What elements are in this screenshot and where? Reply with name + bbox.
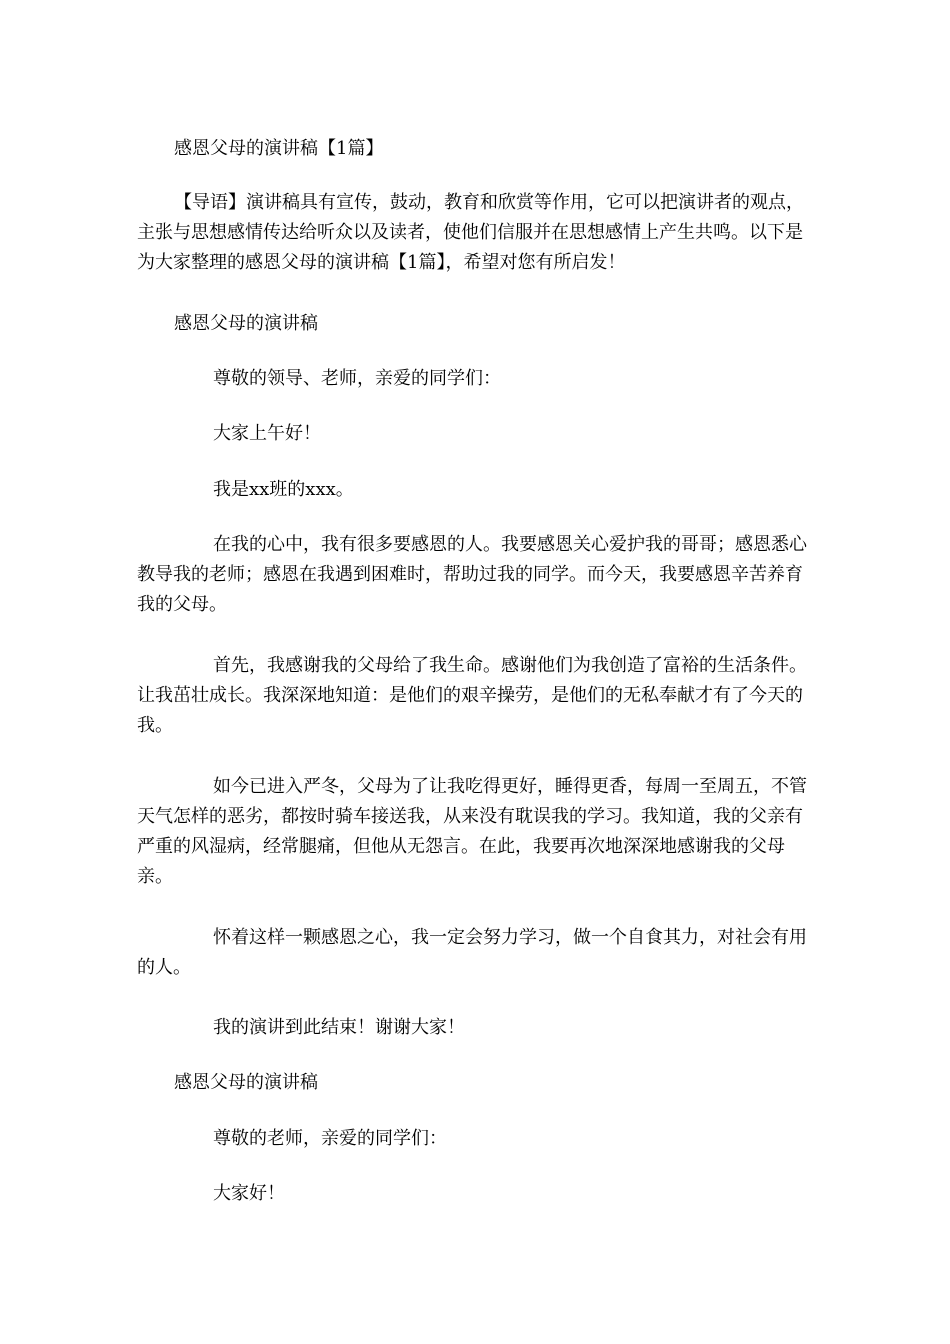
speech2-greeting: 大家好！ [213, 1183, 285, 1204]
speech1-paragraph-1: 在我的心中，我有很多要感恩的人。我要感恩关心爱护我的哥哥；感恩悉心教导我的老师；感恩在我遇到困难时，帮助过我的同学。而今天，我要感恩辛苦养育我的父母。 [137, 534, 807, 615]
speech1-paragraph-3: 如今已进入严冬，父母为了让我吃得更好，睡得更香，每周一至周五，不管天气怎样的恶劣，都按时骑车接送我，从来没有耽误我的学习。我知道，我的父亲有严重的风湿病，经常腿痛，但他从无怨言。在此，我要再次地深深地感谢我的父母亲。 [137, 776, 807, 887]
speech1-salutation: 尊敬的领导、老师，亲爱的同学们： [213, 368, 501, 389]
intro-paragraph: 【导语】演讲稿具有宣传，鼓动，教育和欣赏等作用，它可以把演讲者的观点，主张与思想感情传达给听众以及读者，使他们信服并在思想感情上产生共鸣。以下是为大家整理的感恩父母的演讲稿【1篇】，希望对您有所启发！ [137, 192, 804, 273]
speech1-self-intro: 我是xx班的xxx。 [213, 479, 354, 500]
speech2-salutation: 尊敬的老师，亲爱的同学们： [213, 1128, 447, 1149]
speech1-paragraph-4: 怀着这样一颗感恩之心，我一定会努力学习，做一个自食其力，对社会有用的人。 [137, 927, 807, 978]
speech1-greeting: 大家上午好！ [213, 423, 321, 444]
speech1-closing: 我的演讲到此结束！谢谢大家！ [213, 1017, 465, 1038]
speech1-paragraph-2: 首先，我感谢我的父母给了我生命。感谢他们为我创造了富裕的生活条件。让我茁壮成长。我深深地知道：是他们的艰辛操劳，是他们的无私奉献才有了今天的我。 [137, 655, 807, 736]
speech2-heading: 感恩父母的演讲稿 [174, 1072, 318, 1093]
speech1-heading: 感恩父母的演讲稿 [174, 313, 318, 334]
document-title: 感恩父母的演讲稿【1篇】 [174, 138, 384, 159]
